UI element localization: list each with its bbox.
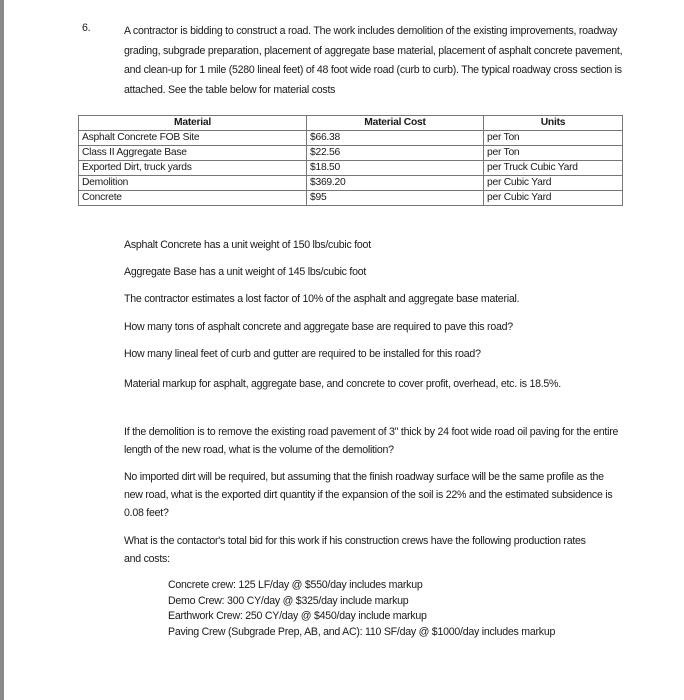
cost-cell: $66.38 <box>307 131 484 146</box>
units-cell: per Ton <box>484 131 623 146</box>
material-cell: Exported Dirt, truck yards <box>79 161 307 176</box>
paragraph: How many tons of asphalt concrete and aggregate base are required to pave this road? <box>124 321 513 333</box>
table-row <box>79 161 623 176</box>
table-row <box>79 131 623 146</box>
crew-item: Concrete crew: 125 LF/day @ $550/day includes markup <box>168 579 423 591</box>
crew-list <box>168 578 555 641</box>
header-material: Material <box>79 116 307 131</box>
paragraph: Asphalt Concrete has a unit weight of 150 lbs/cubic foot <box>124 239 371 251</box>
header-cost: Material Cost <box>307 116 484 131</box>
table-row <box>79 191 623 206</box>
units-cell: per Cubic Yard <box>484 176 623 191</box>
cost-cell: $18.50 <box>307 161 484 176</box>
table-header-row <box>79 116 623 131</box>
crew-item: Earthwork Crew: 250 CY/day @ $450/day include markup <box>168 610 427 623</box>
paragraph: Aggregate Base has a unit weight of 145 lbs/cubic foot <box>124 266 367 278</box>
paragraph: How many lineal feet of curb and gutter are required to be installed for this road? <box>124 348 481 360</box>
material-cell: Demolition <box>79 176 307 191</box>
units-cell: per Cubic Yard <box>484 191 623 206</box>
cost-cell: $22.56 <box>307 146 484 161</box>
header-units: Units <box>484 116 623 131</box>
paragraph: Material markup for asphalt, aggregate base, and concrete to cover profit, overhead, etc. is 18.5%. <box>124 378 561 390</box>
paragraph: The contractor estimates a lost factor of 10% of the asphalt and aggregate base material. <box>124 293 520 305</box>
problem-number: 6. <box>82 22 91 34</box>
paragraph: If the demolition is to remove the existing road pavement of 3" thick by 24 foot wide road oil paving for the entire length of the new road, what is the volume of the demolition? <box>124 426 619 456</box>
crew-item: Paving Crew (Subgrade Prep, AB, and AC): 110 SF/day @ $1000/day includes markup <box>168 626 556 639</box>
problem-intro: A contractor is bidding to construct a road. The work includes demolition of the existing improvements, roadway grading, subgrade preparation, placement of aggregate base material, placement of asphalt concrete pavement, and clean-up for 1 mile (5280 lineal feet) of 48 foot wide road (curb to curb). The typical roadway cross section is attached. See the table below for material costs <box>124 25 623 97</box>
crew-item: Demo Crew: 300 CY/day @ $325/day include markup <box>168 594 409 607</box>
units-cell: per Truck Cubic Yard <box>484 161 623 176</box>
table-row <box>79 176 623 191</box>
units-cell: per Ton <box>484 146 623 161</box>
material-cost-table <box>78 115 623 206</box>
material-cell: Asphalt Concrete FOB Site <box>79 131 307 146</box>
cost-cell: $369.20 <box>307 176 484 191</box>
paragraph: What is the contactor's total bid for this work if his construction crews have the following production rates and costs: <box>124 535 586 565</box>
page-edge <box>0 0 4 700</box>
table-row <box>79 146 623 161</box>
paragraph: No imported dirt will be required, but assuming that the finish roadway surface will be the same profile as the new road, what is the exported dirt quantity if the expansion of the soil is 22% and the estimated subsidence is 0.08 feet? <box>124 471 613 519</box>
cost-cell: $95 <box>307 191 484 206</box>
material-cell: Class II Aggregate Base <box>79 146 307 161</box>
material-cell: Concrete <box>79 191 307 206</box>
